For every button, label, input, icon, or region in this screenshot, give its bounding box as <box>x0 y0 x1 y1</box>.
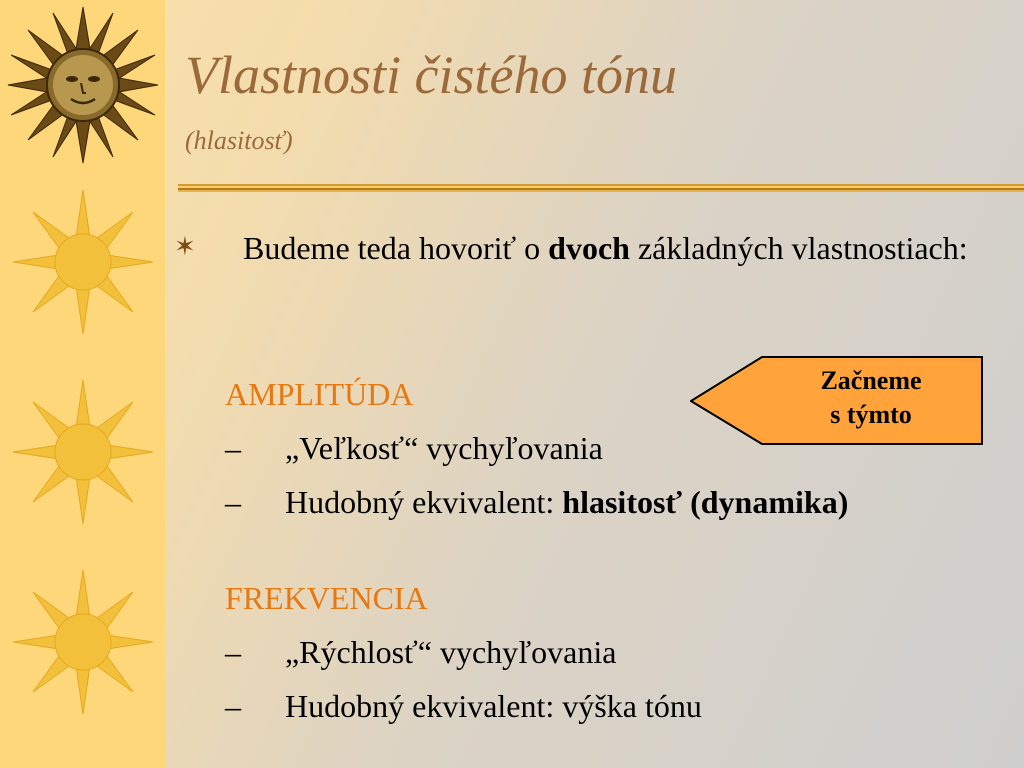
frequency-item-1 <box>225 634 616 671</box>
star-bullet-icon: ✶ <box>174 232 196 261</box>
amplitude-heading: AMPLITÚDA <box>225 376 414 412</box>
intro-text-bold: dvoch <box>548 230 630 266</box>
amplitude-item-1 <box>225 430 603 467</box>
amplitude-item-2 <box>225 484 848 521</box>
callout-text <box>764 364 978 432</box>
sun-face-icon <box>5 5 160 165</box>
frequency-item-2 <box>225 688 702 725</box>
intro-text-before: Budeme teda hovoriť o <box>243 230 549 266</box>
amplitude-item-1-text: „Veľkosť“ vychyľovania <box>285 430 603 466</box>
dash-marker: – <box>225 688 241 724</box>
amplitude-item-2-text: Hudobný ekvivalent: <box>285 484 563 520</box>
intro-text-after: základných vlastnostiach: <box>629 230 968 266</box>
decorative-left-strip <box>0 0 165 768</box>
title-divider <box>178 184 1024 192</box>
slide-subtitle: (hlasitosť) <box>185 126 293 155</box>
frequency-item-1-text: „Rýchlosť“ vychyľovania <box>285 634 617 670</box>
frequency-heading: FREKVENCIA <box>225 580 428 616</box>
callout-line-2: s týmto <box>830 400 912 429</box>
dash-marker: – <box>225 484 241 520</box>
callout-line-1: Začneme <box>820 366 922 395</box>
frequency-item-2-text: Hudobný ekvivalent: výška tónu <box>285 688 702 724</box>
sun-decoration-icon <box>8 182 158 342</box>
sun-decoration-icon <box>8 562 158 722</box>
sun-decoration-icon <box>8 372 158 532</box>
intro-bullet <box>243 228 983 268</box>
dash-marker: – <box>225 430 241 466</box>
dash-marker: – <box>225 634 241 670</box>
amplitude-item-2-bold: hlasitosť (dynamika) <box>562 484 849 520</box>
slide-title: Vlastnosti čistého tónu <box>185 45 677 105</box>
